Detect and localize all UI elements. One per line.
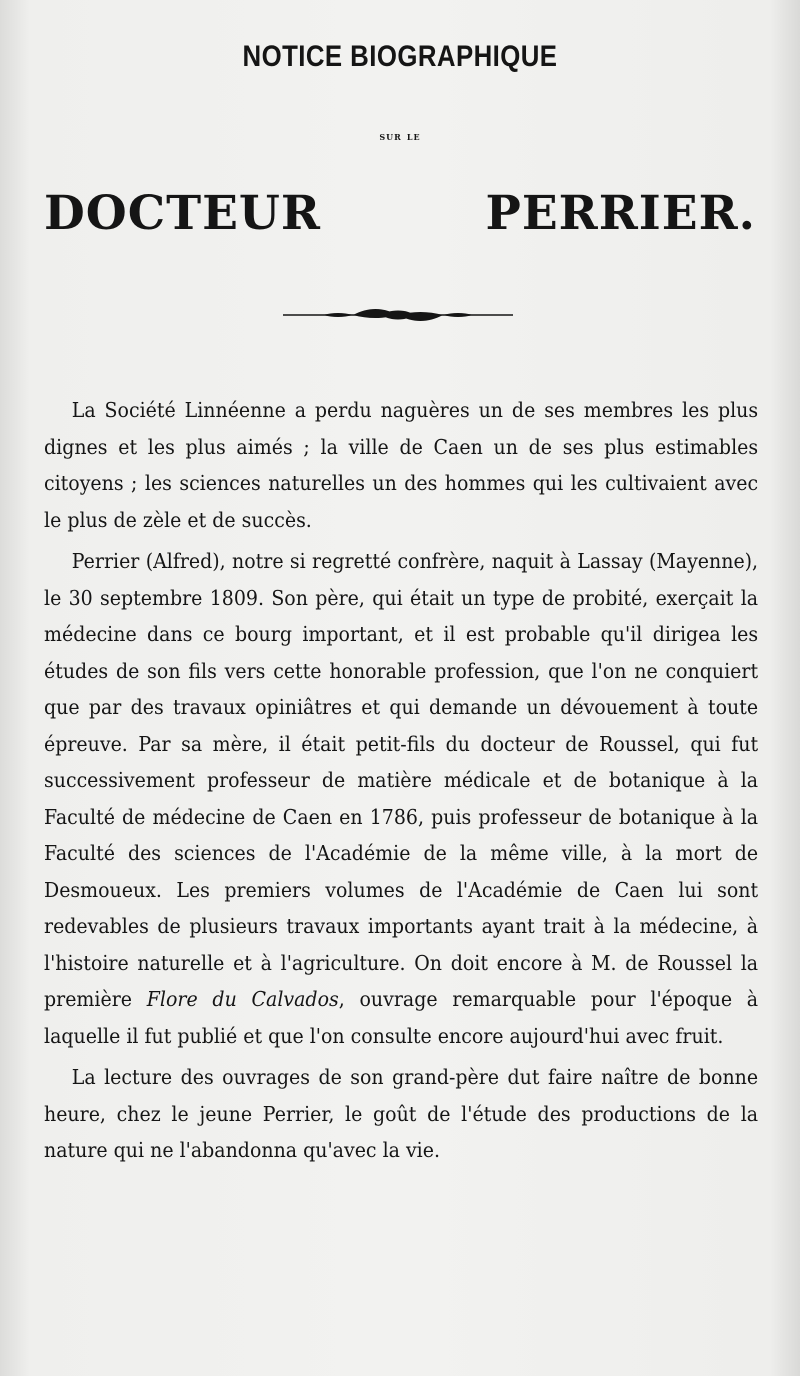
paragraph-3: La lecture des ouvrages de son grand-père dut faire naître de bonne heure, chez le jeune Perrier, le goût de l'étude des productions de la nature qui ne l'abandonna qu'avec la vie. bbox=[44, 1065, 759, 1162]
paragraph-1: La Société Linnéenne a perdu naguères un de ses membres les plus dignes et les plus aimés ; la ville de Caen un de ses plus estimables citoyens ; les sciences naturelles un des hommes qui les cultivaient avec le plus de zèle et de succès. bbox=[44, 398, 759, 532]
subject-name bbox=[44, 186, 756, 242]
body-text bbox=[44, 392, 758, 1169]
subject-name-text: DOCTEUR PERRIER. bbox=[44, 186, 756, 241]
paragraph-2 bbox=[44, 543, 758, 1054]
book-title: Flore du Calvados bbox=[146, 987, 339, 1011]
ornament-divider-icon bbox=[283, 305, 513, 325]
page-title: NOTICE BIOGRAPHIQUE bbox=[242, 40, 558, 73]
paragraph-2-text: Perrier (Alfred), notre si regretté confrère, naquit à Lassay (Mayenne), le 30 septembre 1809. Son père, qui était un type de probité, exerçait la médecine dans ce bourg important, et il est probable qu'il dirigea les études de son fils vers cette honorable profession, que l'on ne conquiert que par des travaux opiniâtres et qui demande un dévouement à toute épreuve. Par sa mère, il était petit-fils du docteur de Roussel, qui fut successivement professeur de matière médicale et de botanique à la Faculté de médecine de Caen en 1786, puis professeur de botanique à la Faculté des sciences de l'Académie de la même ville, à la mort de Desmoueux. Les premiers volumes de l'Académie de Caen lui sont redevables de plusieurs travaux importants ayant trait à la médecine, à l'histoire naturelle et à l'agriculture. On doit encore à M. de Roussel la première bbox=[44, 549, 759, 1011]
paragraph-2-text-end: , ouvrage remarquable pour l'époque à laquelle il fut publié et que l'on consulte encore aujourd'hui avec fruit. bbox=[44, 987, 759, 1048]
page-subtitle: sur le bbox=[379, 129, 421, 143]
